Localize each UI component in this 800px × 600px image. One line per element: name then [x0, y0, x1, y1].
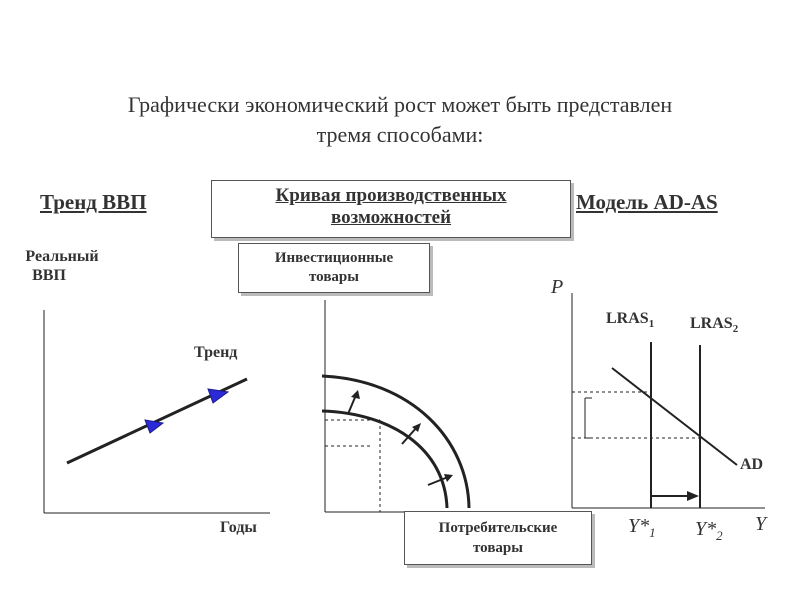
ppf-title-line2: возможностей — [330, 207, 452, 228]
ppf-shift-arrow-1 — [348, 395, 356, 414]
adas-p-axis-label: P — [551, 276, 564, 298]
trend-y-axis-label — [12, 247, 112, 285]
consumer-goods-box — [404, 511, 592, 565]
ppf-curve-outer — [322, 376, 469, 508]
lras1-label — [606, 310, 654, 330]
trend-y-label-line2: ВВП — [32, 267, 66, 284]
lras2-label — [690, 315, 738, 335]
adas-shift-arrowhead — [687, 491, 699, 501]
consumer-goods-line2: товары — [473, 540, 523, 556]
ppf-title-line1: Кривая производственных — [275, 185, 507, 206]
ppf-chart — [322, 300, 490, 512]
y1-label-text: Y* — [628, 515, 650, 537]
y2-label — [695, 518, 723, 544]
investment-goods-line2: товары — [309, 269, 359, 285]
trend-arrow-1 — [145, 420, 163, 433]
lras1-label-sub: 1 — [648, 318, 655, 331]
lras2-label-text: LRAS — [690, 315, 733, 332]
ppf-arrowhead-1 — [351, 390, 360, 399]
lras1-label-text: LRAS — [606, 310, 649, 327]
trend-arrow-2 — [208, 389, 228, 403]
ppf-curve-inner — [322, 411, 447, 508]
y2-label-sub: 2 — [716, 528, 723, 543]
slide-title-line1: Графически экономический рост может быть представлен — [127, 92, 673, 117]
lras2-label-sub: 2 — [732, 323, 739, 336]
ppf-title-box — [211, 180, 571, 238]
y1-label — [628, 515, 656, 541]
trend-chart — [44, 310, 270, 513]
slide-title-line2: тремя способами: — [316, 122, 484, 147]
ppf-shift-arrow-3 — [428, 477, 448, 485]
trend-panel-title: Тренд ВВП — [40, 190, 147, 214]
investment-goods-line1: Инвестиционные — [274, 250, 394, 266]
consumer-goods-line1: Потребительские — [438, 520, 558, 536]
ad-curve-label: AD — [740, 456, 764, 473]
trend-curve-label: Тренд — [194, 344, 238, 361]
adas-panel-title: Модель AD-AS — [576, 190, 718, 214]
investment-goods-box — [238, 243, 430, 293]
trend-x-axis-label: Годы — [220, 519, 257, 536]
y1-label-sub: 1 — [649, 525, 656, 540]
adas-y-axis-label: Y — [755, 513, 767, 535]
ad-curve — [612, 368, 737, 465]
trend-y-label-line1: Реальный — [25, 248, 99, 265]
slide-title — [40, 90, 760, 150]
trend-arrows — [145, 389, 228, 433]
y2-label-text: Y* — [695, 518, 717, 540]
